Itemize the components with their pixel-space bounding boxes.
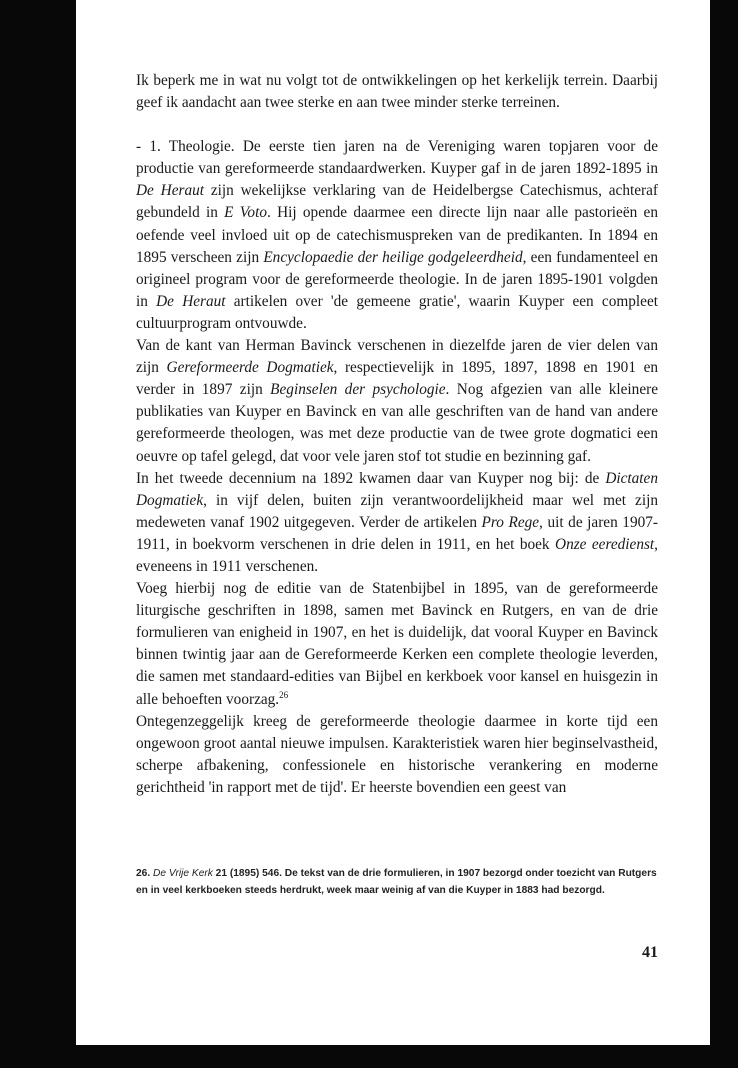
footnote-text: 21 (1895) 546. De tekst van de drie formulieren, in 1907 bezorgd onder toezicht van Rutgers en in veel kerkboeken steeds herdrukt, week maar weinig af van die Kuyper in 1883 had bezorgd.: [136, 868, 657, 896]
footnote: [136, 866, 658, 900]
paragraph-statenbijbel: Voeg hierbij nog de editie van de Statenbijbel in 1895, van de gereformeerde liturgische geschriften in 1898, samen met Bavinck en Rutgers, en van de drie formulieren van enigheid in 1907, en het is duidelijk, dat vooral Kuyper en Bavinck binnen twintig jaar aan de Gereformeerde Kerken een complete theologie leverden, die samen met standaard-edities van Bijbel en kerkboek voor kansel en huisgezin in alle behoeften voorzag.$^{26}$: [136, 580, 658, 708]
book-page: [76, 0, 710, 1045]
page-number: 41: [642, 944, 658, 961]
paragraph-impulsen: Ontegenzeggelijk kreeg de gereformeerde theologie daarmee in korte tijd een ongewoon groot aantal nieuwe impulsen. Karakteristiek waren hier beginselvastheid, scherpe afbakening, confessionele en historische verankering en moderne gerichtheid 'in rapport met de tijd'. Er heerste bovendien een geest van: [136, 712, 658, 796]
scan-border-left: [0, 0, 76, 1068]
paragraph-theologie: - 1. Theologie. De eerste tien jaren na de Vereniging waren topjaren voor de productie van gereformeerde standaardwerken. Kuyper gaf in de jaren 1892-1895 in De Heraut zijn wekelijkse verklaring van de Heidelbergse Catechismus, achteraf gebundeld in E Voto. Hij opende daarmee een directe lijn naar alle pastorieën en oefende veel invloed uit op de catechismuspreken van de predikanten. In 1894 en 1895 verscheen zijn Encyclopaedie der heilige godgeleerdheid, een fundamenteel en origineel program voor de gereformeerde theologie. In de jaren 1895-1901 volgden in De Heraut artikelen over 'de gemeene gratie', waarin Kuyper een compleet cultuurprogram ontvouwde.: [136, 138, 658, 332]
scan-border-bottom: [0, 1045, 738, 1068]
paragraph-tweede-decennium: In het tweede decennium na 1892 kwamen daar van Kuyper nog bij: de Dictaten Dogmatiek, in vijf delen, buiten zijn verantwoordelijkheid maar wel met zijn medeweten vanaf 1902 uitgegeven. Verder de artikelen Pro Rege, uit de jaren 1907- 1911, in boekvorm verschenen in drie delen in 1911, en het boek Onze eeredienst, eveneens in 1911 verschenen.: [136, 469, 658, 575]
scan-border-right: [710, 0, 738, 1068]
paragraph-bavinck: Van de kant van Herman Bavinck verschenen in diezelfde jaren de vier delen van zijn Gereformeerde Dogmatiek, respectievelijk in 1895, 1897, 1898 en 1901 en verder in 1897 zijn Beginselen der psychologie. Nog afgezien van alle kleinere publikaties van Kuyper en Bavinck en van alle geschriften van de hand van andere gereformeerde theologen, was met deze productie van de twee grote dogmatici een oeuvre op tafel gelegd, dat voor vele jaren stof tot studie en bezinning gaf.: [136, 337, 659, 465]
paragraph-intro: Ik beperk me in wat nu volgt tot de ontwikkelingen op het kerkelijk terrein. Daarbij geef ik aandacht aan twee sterke en aan twee minder sterke terreinen.: [136, 72, 658, 112]
body-text: [136, 70, 658, 799]
footnote-source: De Vrije Kerk: [153, 868, 213, 879]
footnote-reference[interactable]: 26: [279, 689, 289, 700]
footnote-number: 26.: [136, 868, 151, 879]
